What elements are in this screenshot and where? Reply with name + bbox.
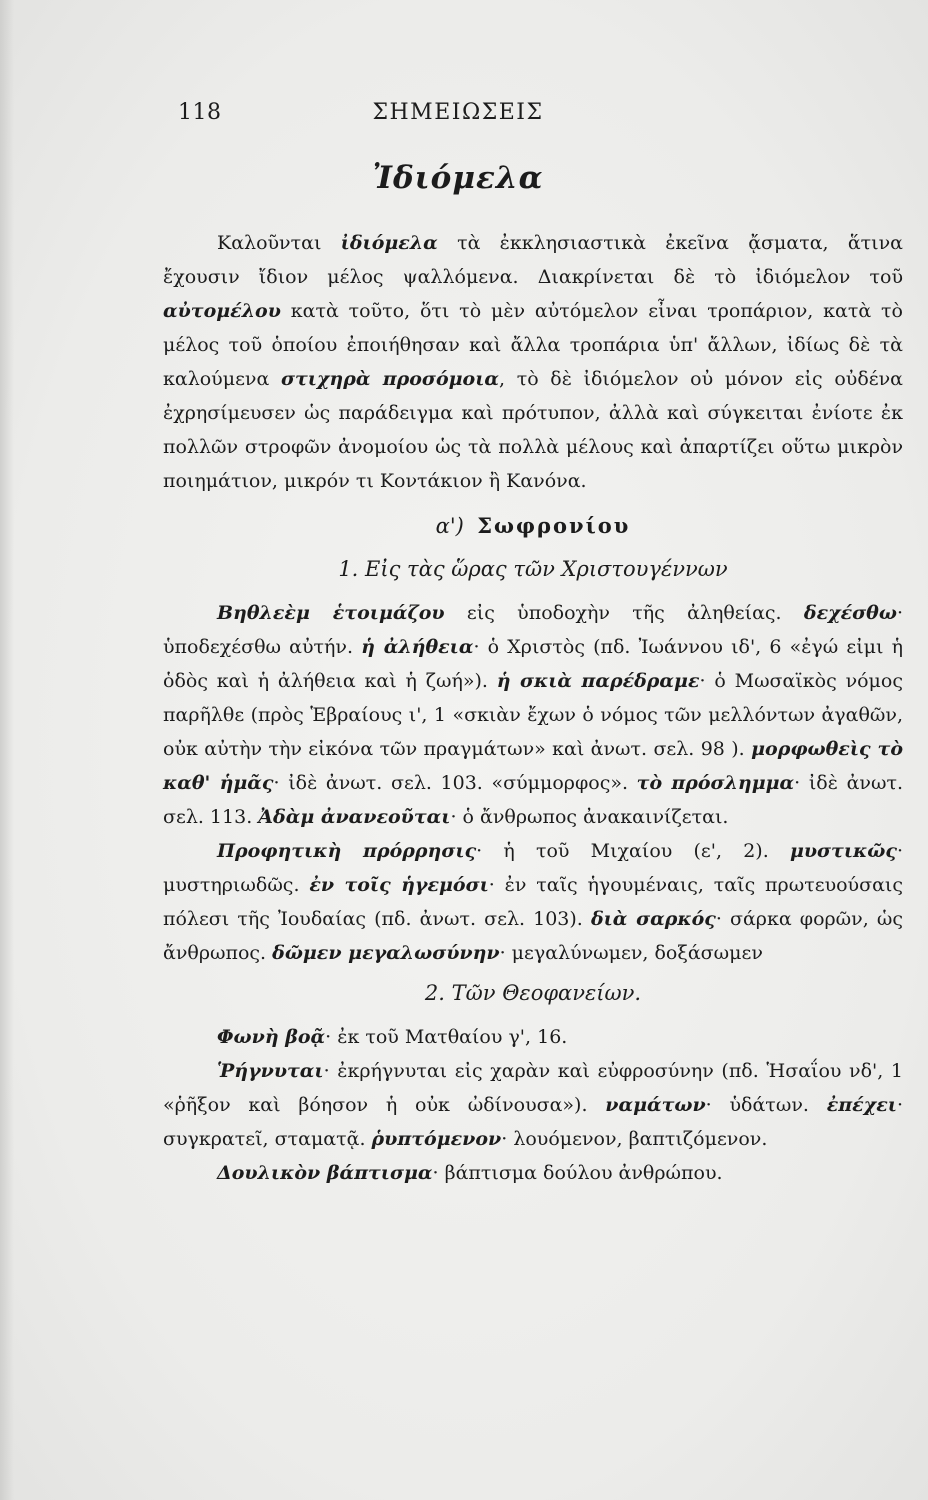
term: Προφητικὴ πρόρρησις — [217, 840, 477, 862]
term: ἡ ἀλήθεια — [361, 636, 474, 658]
term: στιχηρὰ προσόμοια — [280, 368, 500, 390]
term: αὐτομέλου — [163, 300, 281, 322]
text-run: · ἰδὲ ἀνωτ. σελ. 113. — [163, 772, 903, 828]
notes-paragraph-4 — [163, 1054, 903, 1156]
term: Βηθλεὲμ ἑτοιμάζου — [217, 602, 445, 624]
text-run: · μεγαλύνωμεν, δοξάσωμεν — [499, 942, 763, 964]
notes-paragraph-1 — [163, 596, 903, 834]
term: ἐπέχει — [826, 1094, 897, 1116]
text-run: · ὁ ἄνθρωπος ἀνακαινίζεται. — [450, 806, 729, 828]
term: Ῥήγνυται — [217, 1060, 324, 1082]
notes-paragraph-2 — [163, 834, 903, 970]
text-run: Καλοῦνται — [217, 232, 341, 254]
text-run: · σάρκα φορῶν, ὡς ἄνθρωπος. — [163, 908, 903, 964]
text-run: , τὸ δὲ ἰδιόμελον οὐ μόνον εἰς οὐδένα ἐχρησίμευσεν ὡς παράδειγμα καὶ πρότυπον, ἀλλὰ καὶ σύγκειται ἐνίοτε ἐκ πολλῶν στροφῶν ἀνομοίου ὡς τὰ πολλὰ μέλους καὶ ἀπαρτίζει οὕτω μικρὸν ποιημάτιον, μικρόν τι Κοντάκιον ἢ Κανόνα. — [163, 368, 903, 492]
notes-paragraph-5 — [163, 1156, 903, 1190]
term: δῶμεν μεγαλωσύνην — [272, 942, 500, 964]
notes-paragraph-3 — [163, 1020, 903, 1054]
term: Ἀδὰμ ἀνανεοῦται — [258, 806, 451, 828]
term: μυστικῶς — [789, 840, 897, 862]
section-name: Σωφρονίου — [477, 513, 631, 538]
text-run: κατὰ τοῦτο, ὅτι τὸ μὲν αὐτόμελον εἶναι τροπάριον, κατὰ τὸ μέλος τοῦ ὁποίου ἐποιήθησαν καὶ ἄλλα τροπάρια ὑπ' ἄλλων, ἰδίως δὲ τὰ καλούμενα — [163, 300, 903, 390]
chapter-title: Ἰδιόμελα — [372, 160, 544, 196]
text-run: · ὁ Χριστὸς (πδ. Ἰωάννου ιδ', 6 «ἐγώ εἰμι ἡ ὁδὸς καὶ ἡ ἀλήθεια καὶ ἡ ζωή»). — [163, 636, 903, 692]
section-label: α') — [435, 514, 464, 538]
text-run: · μυστηριωδῶς. — [163, 840, 903, 896]
text-run: · συγκρατεῖ, σταματᾷ. — [163, 1094, 903, 1150]
running-title: ΣΗΜΕΙΩΣΕΙΣ — [372, 100, 544, 125]
body-text — [163, 226, 903, 1190]
text-run: · ὁ Μωσαϊκὸς νόμος παρῆλθε (πρὸς Ἑβραίους ι', 1 «σκιὰν ἔχων ὁ νόμος τῶν μελλόντων ἀγαθῶν, οὐκ αὐτὴν τὴν εἰκόνα τῶν πραγμάτων» καὶ ἀνωτ. σελ. 98 ). — [163, 670, 903, 760]
section-heading — [163, 506, 903, 546]
binding-shadow — [0, 0, 14, 1500]
text-run: εἰς ὑποδοχὴν τῆς ἀληθείας. — [444, 602, 804, 624]
term: ῥυπτόμενον — [371, 1128, 502, 1150]
term: Φωνὴ βοᾷ — [217, 1026, 326, 1048]
term: Δουλικὸν βάπτισμα — [217, 1162, 433, 1184]
term: ἐν τοῖς ἡγεμόσι — [309, 874, 489, 896]
text-run: · ἰδὲ ἀνωτ. σελ. 103. «σύμμορφος». — [273, 772, 637, 794]
text-run: · ὑδάτων. — [705, 1094, 827, 1116]
subsection-heading-1: 1. Εἰς τὰς ὥρας τῶν Χριστουγέννων — [338, 557, 728, 581]
term: ναμάτων — [605, 1094, 706, 1116]
text-run: · λουόμενον, βαπτιζόμενον. — [501, 1128, 768, 1150]
term: δεχέσθω — [803, 602, 897, 624]
text-run: · ἐν ταῖς ἡγουμέναις, ταῖς πρωτευούσαις πόλεσι τῆς Ἰουδαίας (πδ. ἀνωτ. σελ. 103). — [163, 874, 903, 930]
term: διὰ σαρκός — [590, 908, 716, 930]
text-run: τὰ ἐκκλησιαστικὰ ἐκεῖνα ᾄσματα, ἅτινα ἔχουσιν ἴδιον μέλος ψαλλόμενα. Διακρίνεται δὲ τὸ ἰδιόμελον τοῦ — [163, 232, 904, 288]
text-run: · ἡ τοῦ Μιχαίου (ε', 2). — [476, 840, 790, 862]
text-run: · ἐκ τοῦ Ματθαίου γ', 16. — [325, 1026, 568, 1048]
term: μορφωθεὶς τὸ καθ' ἡμᾶς — [163, 738, 903, 794]
term: τὸ πρόσλημμα — [636, 772, 795, 794]
page-header — [178, 100, 738, 140]
subsection-heading-2: 2. Τῶν Θεοφανείων. — [424, 981, 642, 1005]
page-number: 118 — [178, 100, 222, 125]
text-run: · ἐκρήγνυται εἰς χαρὰν καὶ εὐφροσύνην (πδ. Ἡσαΐου νδ', 1 «ῥῆξον καὶ βόησον ἡ οὐκ ὠδίνουσα»). — [163, 1060, 903, 1116]
intro-paragraph — [163, 226, 903, 498]
term: ἰδιόμελα — [340, 232, 438, 254]
text-run: · ὑποδεχέσθω αὐτήν. — [163, 602, 903, 658]
text-run: · βάπτισμα δούλου ἀνθρώπου. — [432, 1162, 723, 1184]
term: ἡ σκιὰ παρέδραμε — [496, 670, 700, 692]
